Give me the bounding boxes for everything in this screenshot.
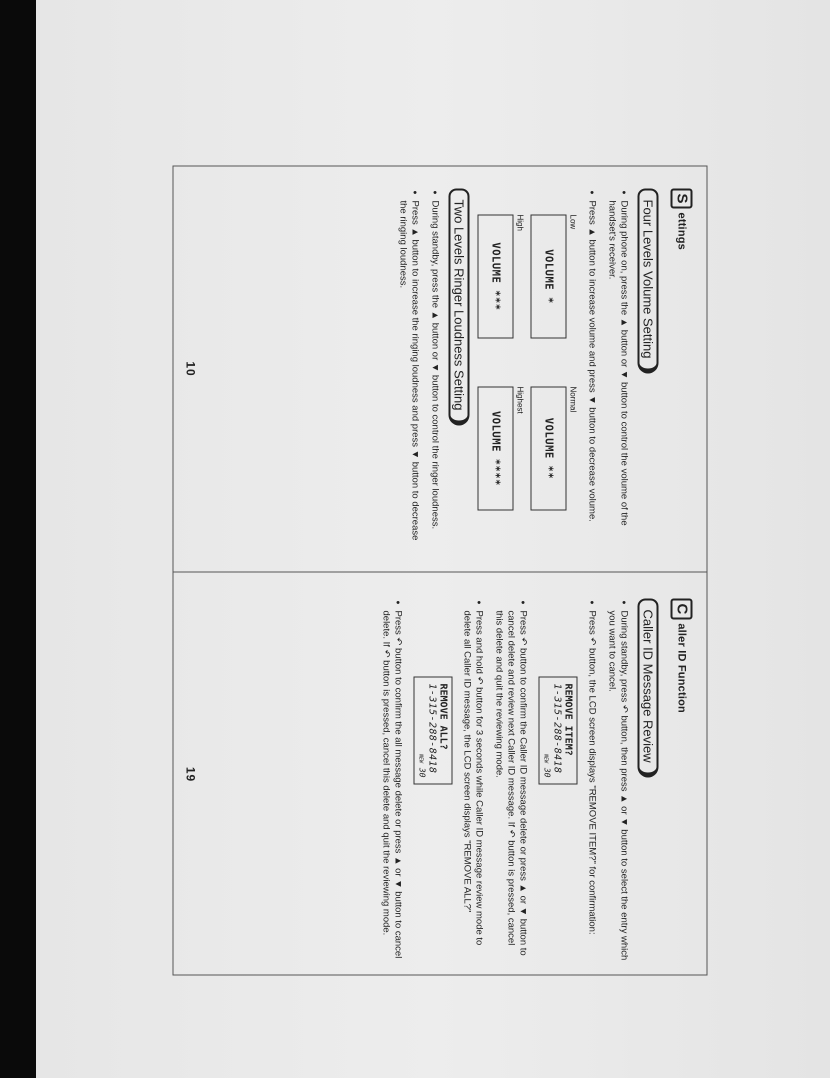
bullet-item: • Press ▲ button to increase volume and press ▼ button to decrease volume. — [586, 200, 598, 553]
review-bullets-2 — [461, 598, 529, 962]
page-number: 10 — [183, 360, 198, 377]
lcd-remove-all — [414, 676, 453, 784]
new-indicator: NEW — [542, 753, 549, 763]
lcd-screen: VOLUME * — [531, 214, 567, 338]
lcd-line — [543, 683, 552, 777]
section-title-rest: aller ID Function — [675, 622, 688, 713]
scan-dark-edge — [0, 0, 36, 1078]
volume-bullets — [586, 188, 630, 553]
bullet-item: • During phone on, press the ▲ button or ▼ button to control the volume of the handset's receiver. — [606, 200, 630, 553]
lcd-label: Highest — [515, 386, 525, 414]
section-initial-box: S — [671, 188, 693, 208]
bullet-item: • Press ↶ button, the LCD screen displays "REMOVE ITEM?" for confirmation: — [586, 610, 598, 962]
bullet-item: • Press ▲ button to increase the ringing loudness and press ▼ button to decrease the ringing loudness. — [397, 200, 421, 553]
lcd-volume-normal — [531, 386, 578, 510]
section-title-rest: ettings — [675, 212, 688, 250]
review-bullets-3 — [380, 598, 404, 962]
lcd-line — [418, 683, 427, 777]
ringer-bullets — [397, 188, 441, 553]
lcd-label: Normal — [568, 386, 578, 412]
lcd-line: 1-315-288-8418 — [426, 683, 438, 773]
lcd-line: 1-315-288-8418 — [551, 683, 563, 773]
bullet-item: • During standby, press ↶ button, then press ▲ or ▼ button to select the entry which you want to cancel. — [606, 610, 630, 962]
lcd-label: Low — [568, 214, 578, 229]
lcd-volume-high — [478, 214, 525, 338]
volume-lcd-grid — [478, 214, 578, 553]
page-number: 19 — [183, 766, 198, 782]
bullet-item: • Press ↶ button to confirm the Caller ID message delete or press ▲ or ▼ button to cancel delete and review next Caller ID message. If ↶ button is pressed, cancel this delete and quit the reviewing mode. — [493, 610, 529, 962]
lcd-screen: VOLUME ** — [531, 386, 567, 510]
page-10 — [174, 166, 707, 571]
page-19 — [174, 571, 707, 976]
lcd-count: 30 — [417, 767, 427, 777]
lcd-line: REMOVE ITEM? — [562, 683, 574, 756]
lcd-volume-highest — [478, 386, 525, 510]
lcd-line: REMOVE ALL? — [437, 683, 449, 750]
new-indicator: NEW — [417, 753, 424, 763]
bullet-item: • Press and hold ↶ button for 3 seconds while Caller ID message review mode to delete all Caller ID message, the LCD screen displays "REMOVE ALL?" — [461, 610, 485, 962]
bullet-item: • Press ↶ button to confirm the all message delete or press ▲ or ▼ button to cancel delete. If ↶ button is pressed, cancel this delete and quit the reviewing mode. — [380, 610, 404, 962]
caller-id-section-title — [671, 598, 693, 962]
booklet-spread — [173, 165, 708, 975]
settings-section-title — [671, 188, 693, 553]
lcd-remove-item — [539, 676, 578, 784]
lcd-screen: VOLUME *** — [478, 214, 514, 338]
review-bullets — [586, 598, 630, 962]
subsection-review-title: Caller ID Message Review — [638, 598, 659, 777]
subsection-volume-title: Four Levels Volume Setting — [638, 188, 659, 373]
lcd-screen: VOLUME **** — [478, 386, 514, 510]
lcd-count: 30 — [542, 767, 552, 777]
lcd-volume-low — [531, 214, 578, 338]
lcd-label: High — [515, 214, 525, 231]
section-initial-box: C — [671, 598, 693, 619]
subsection-ringer-title: Two Levels Ringer Loudness Setting — [449, 188, 470, 425]
bullet-item: • During standby, press the ▲ button or ▼ button to control the ringer loudness. — [429, 200, 441, 553]
